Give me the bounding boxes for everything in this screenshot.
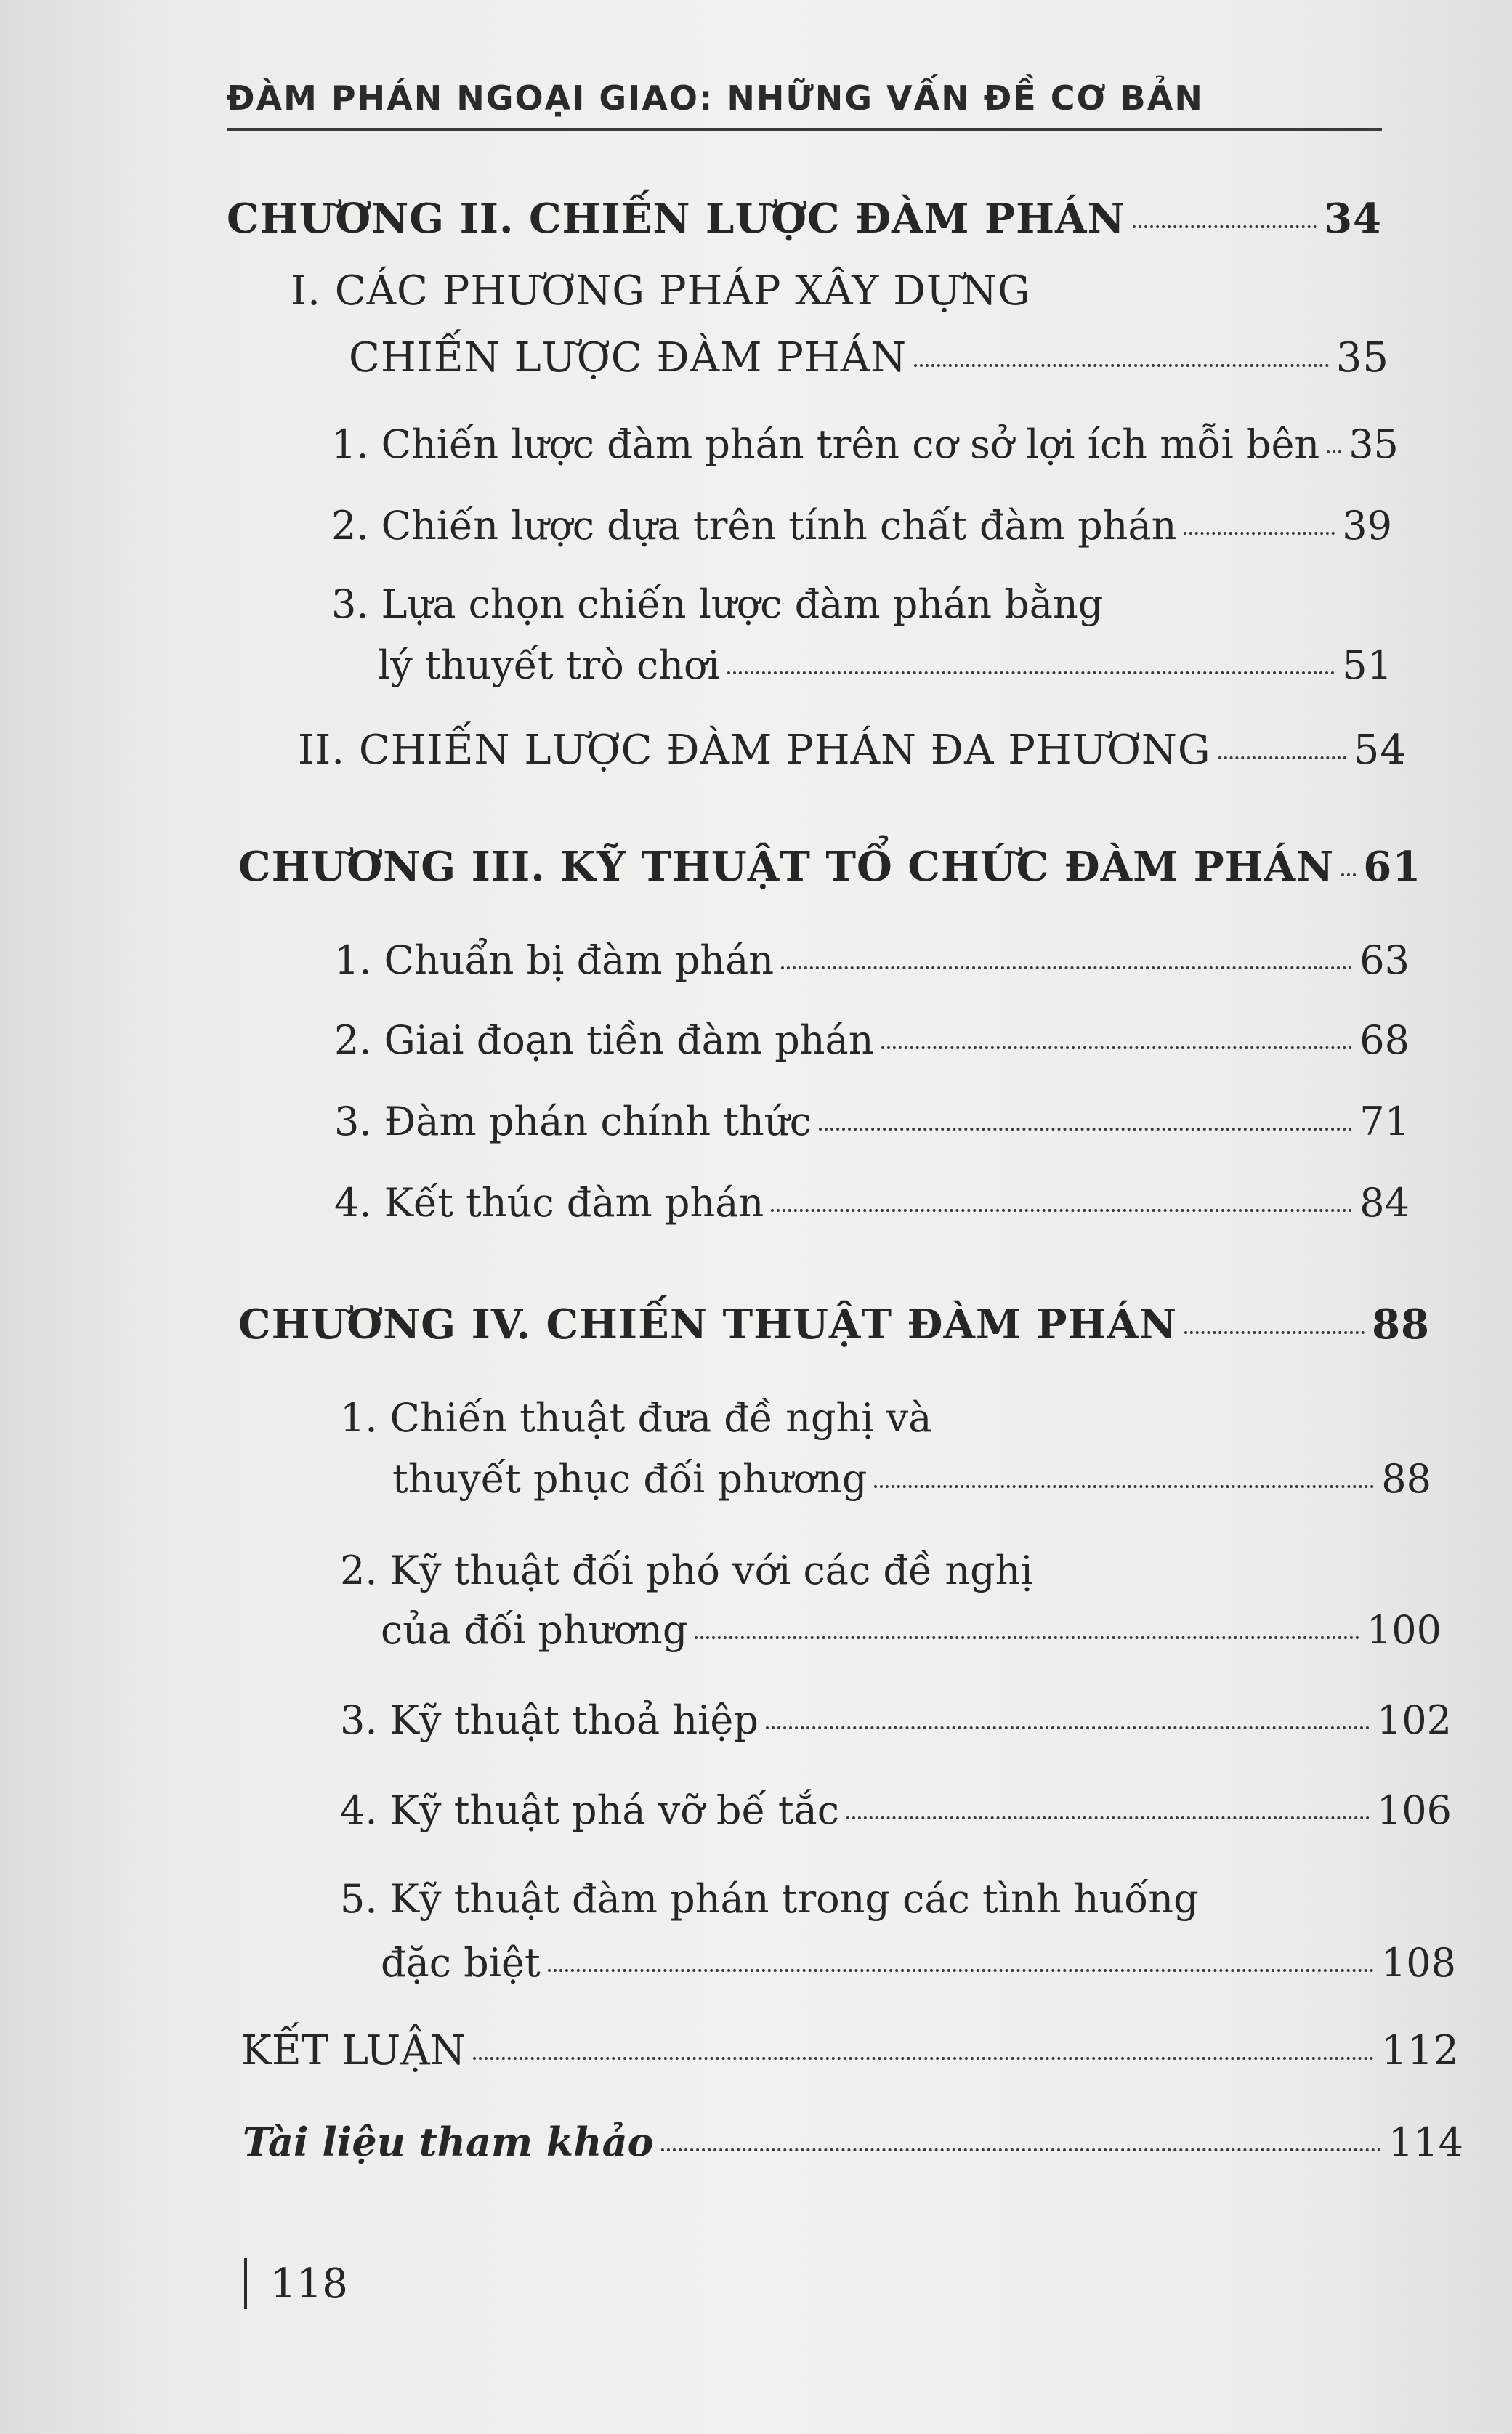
toc-label: 4. Kỹ thuật phá vỡ bế tắc — [340, 1787, 839, 1833]
header-rule — [227, 128, 1382, 131]
toc-entry-item-3 — [378, 642, 1392, 688]
toc-entry-ch4-item-1 — [392, 1456, 1431, 1502]
toc-page-number: 84 — [1359, 1180, 1410, 1226]
toc-page-number: 35 — [1335, 334, 1389, 381]
toc-entry-chapter-2 — [227, 195, 1382, 243]
toc-label: CHƯƠNG IV. CHIẾN THUẬT ĐÀM PHÁN — [238, 1301, 1178, 1349]
toc-label: 2. Chiến lược dựa trên tính chất đàm phán — [331, 503, 1177, 549]
toc-section-1-line-1: I. CÁC PHƯƠNG PHÁP XÂY DỰNG — [291, 267, 1031, 315]
dot-leader — [914, 364, 1329, 367]
toc-page-number: 54 — [1353, 727, 1407, 774]
toc-label: 3. Kỹ thuật thoả hiệp — [340, 1697, 759, 1743]
toc-label: 3. Đàm phán chính thức — [334, 1099, 812, 1144]
dot-leader — [781, 966, 1352, 969]
toc-label: Tài liệu tham khảo — [243, 2119, 654, 2165]
dot-leader — [1341, 873, 1356, 876]
running-header: ĐÀM PHÁN NGOẠI GIAO: NHỮNG VẤN ĐỀ CƠ BẢN — [227, 78, 1204, 118]
toc-page-number: 88 — [1381, 1456, 1431, 1502]
toc-label: của đối phương — [381, 1607, 688, 1653]
toc-label: 2. Giai đoạn tiền đàm phán — [334, 1017, 874, 1063]
page-folio — [244, 2258, 348, 2309]
toc-entry-ch4-item-5 — [381, 1940, 1456, 1986]
toc-entry-chapter-3 — [238, 843, 1422, 891]
dot-leader — [766, 1726, 1370, 1729]
dot-leader — [874, 1485, 1374, 1488]
dot-leader — [819, 1128, 1352, 1131]
toc-page-number: 114 — [1388, 2119, 1463, 2165]
toc-entry-section-1 — [349, 334, 1389, 381]
toc-page-number: 63 — [1359, 937, 1410, 983]
folio-bar — [244, 2258, 247, 2309]
toc-page-number: 51 — [1342, 642, 1392, 688]
toc-label: KẾT LUẬN — [241, 2027, 466, 2074]
toc-entry-ch4-item-4 — [340, 1787, 1452, 1833]
toc-label: thuyết phục đối phương — [392, 1456, 868, 1502]
toc-label: đặc biệt — [381, 1940, 541, 1986]
toc-entry-chapter-4 — [238, 1301, 1430, 1349]
toc-label: 4. Kết thúc đàm phán — [334, 1180, 764, 1226]
toc-label: CHƯƠNG II. CHIẾN LƯỢC ĐÀM PHÁN — [227, 195, 1125, 243]
dot-leader — [1184, 532, 1335, 535]
toc-page-number: 39 — [1342, 503, 1392, 549]
toc-label: lý thuyết trò chơi — [378, 642, 720, 688]
toc-page-number: 108 — [1380, 1940, 1456, 1986]
toc-page-number: 34 — [1324, 195, 1382, 243]
dot-leader — [661, 2148, 1381, 2151]
toc-label: CHIẾN LƯỢC ĐÀM PHÁN — [349, 334, 907, 381]
toc-label: 1. Chiến lược đàm phán trên cơ sở lợi ích mỗi bên — [331, 421, 1320, 467]
dot-leader — [727, 671, 1335, 674]
toc-entry-item-2 — [331, 503, 1392, 549]
toc-entry-conclusion — [241, 2027, 1459, 2074]
toc-entry-references — [243, 2119, 1463, 2165]
toc-entry-section-2 — [298, 727, 1407, 774]
dot-leader — [881, 1046, 1353, 1049]
toc-page-number: 71 — [1359, 1099, 1410, 1144]
toc-entry-ch4-item-2 — [381, 1607, 1442, 1653]
dot-leader — [1218, 756, 1346, 759]
toc-entry-ch3-item-3 — [334, 1099, 1410, 1144]
toc-ch4-item-1-line-1: 1. Chiến thuật đưa đề nghị và — [340, 1395, 932, 1441]
toc-entry-ch3-item-2 — [334, 1017, 1410, 1063]
toc-page-number: 112 — [1381, 2027, 1459, 2074]
toc-label: II. CHIẾN LƯỢC ĐÀM PHÁN ĐA PHƯƠNG — [298, 727, 1211, 774]
toc-page-number: 68 — [1359, 1017, 1410, 1063]
dot-leader — [695, 1636, 1359, 1639]
dot-leader — [473, 2057, 1374, 2060]
toc-entry-ch3-item-1 — [334, 937, 1410, 983]
dot-leader — [1327, 450, 1341, 453]
toc-entry-item-1 — [331, 421, 1399, 467]
toc-item-3-line-1: 3. Lựa chọn chiến lược đàm phán bằng — [331, 581, 1104, 627]
page-number: 118 — [270, 2260, 348, 2308]
toc-ch4-item-2-line-1: 2. Kỹ thuật đối phó với các đề nghị — [340, 1548, 1033, 1593]
dot-leader — [548, 1969, 1374, 1972]
toc-page-number: 102 — [1376, 1697, 1452, 1743]
dot-leader — [771, 1209, 1352, 1212]
toc-page-number: 100 — [1366, 1607, 1442, 1653]
toc-label: CHƯƠNG III. KỸ THUẬT TỔ CHỨC ĐÀM PHÁN — [238, 843, 1335, 891]
dot-leader — [1133, 225, 1317, 228]
toc-entry-ch3-item-4 — [334, 1180, 1410, 1226]
toc-page-number: 35 — [1349, 421, 1399, 467]
toc-label: 1. Chuẩn bị đàm phán — [334, 937, 775, 983]
toc-entry-ch4-item-3 — [340, 1697, 1452, 1743]
dot-leader — [1184, 1331, 1365, 1334]
dot-leader — [846, 1816, 1370, 1819]
toc-page-number: 88 — [1372, 1301, 1430, 1349]
toc-ch4-item-5-line-1: 5. Kỹ thuật đàm phán trong các tình huống — [340, 1876, 1199, 1922]
toc-page-number: 61 — [1363, 843, 1422, 891]
toc-page-number: 106 — [1376, 1787, 1452, 1833]
